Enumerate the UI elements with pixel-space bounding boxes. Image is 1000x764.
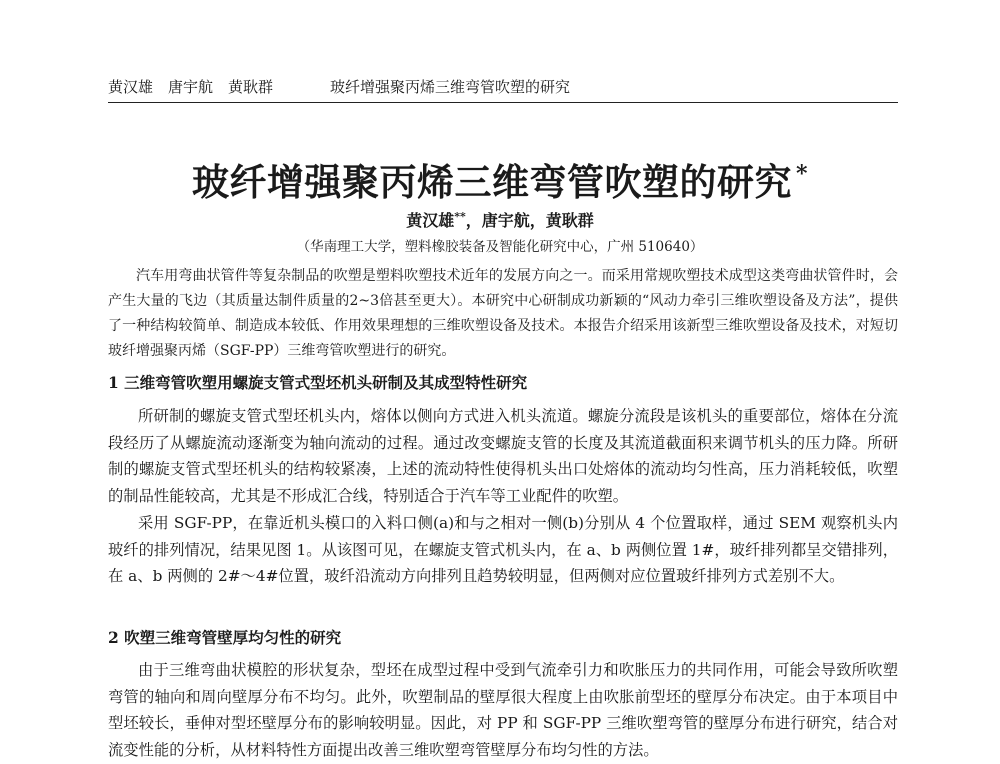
section-1-paragraph-2: 采用 SGF-PP，在靠近机头模口的入料口侧(a)和与之相对一侧(b)分别从 4 个位置取样，通过 SEM 观察机头内玻纤的排列情况，结果见图 1。从该图可见，在螺旋支管式机头内，在 a、b 两侧位置 1#，玻纤排列都呈交错排列，在 a、b 两侧的 2#～4#位置，玻纤沿流动方向排列且趋势较明显，但两侧对应位置玻纤排列方式差别不大。 <box>108 514 898 586</box>
other-authors: ，唐宇航，黄耿群 <box>465 211 594 230</box>
author-byline <box>0 208 1000 231</box>
title-footnote-mark: * <box>795 161 808 187</box>
section-1-paragraph-1: 所研制的螺旋支管式型坯机头内，熔体以侧向方式进入机头流道。螺旋分流段是该机头的重要部位，熔体在分流段经历了从螺旋流动逐渐变为轴向流动的过程。通过改变螺旋支管的长度及其流道截面积来调节机头的压力降。所研制的螺旋支管式型坯机头的结构较紧凑，上述的流动特性使得机头出口处熔体的流动均匀性高，压力消耗较低，吹塑的制品性能较高，尤其是不形成汇合线，特别适合于汽车等工业配件的吹塑。 <box>108 407 898 506</box>
first-author: 黄汉雄 <box>406 211 455 230</box>
section-2-paragraph-1: 由于三维弯曲状模腔的形状复杂，型坯在成型过程中受到气流牵引力和吹胀压力的共同作用，可能会导致所吹塑弯管的轴向和周向壁厚分布不均匀。此外，吹塑制品的壁厚很大程度上由吹胀前型坯的壁厚分布决定。由于本项目中型坯较长，垂伸对型坯壁厚分布的影响较明显。因此，对 PP 和 SGF-PP 三维吹塑弯管的壁厚分布进行研究，结合对流变性能的分析，从材料特性方面提出改善三维吹塑弯管壁厚分布均匀性的方法。 <box>108 661 898 760</box>
running-header-title: 玻纤增强聚丙烯三维弯管吹塑的研究 <box>330 78 571 96</box>
running-header <box>108 76 898 103</box>
paper-title <box>0 152 1000 206</box>
author-footnote-mark: ** <box>454 210 466 223</box>
abstract: 汽车用弯曲状管件等复杂制品的吹塑是塑料吹塑技术近年的发展方向之一。而采用常规吹塑技术成型这类弯曲状管件时，会产生大量的飞边（其质量达制件质量的2~3倍甚至更大）。本研究中心研制成功新颖的“风动力牵引三维吹塑设备及方法”，提供了一种结构较简单、制造成本较低、作用效果理想的三维吹塑设备及技术。本报告介绍采用该新型三维吹塑设备及技术，对短切玻纤增强聚丙烯（SGF-PP）三维弯管吹塑进行的研究。 <box>108 268 898 359</box>
paper-title-text: 玻纤增强聚丙烯三维弯管吹塑的研究 <box>191 160 792 204</box>
section-2-heading: 2 吹塑三维弯管壁厚均匀性的研究 <box>108 628 342 647</box>
affiliation: （华南理工大学，塑料橡胶装备及智能化研究中心，广州 510640） <box>296 239 704 255</box>
running-header-authors: 黄汉雄 唐宇航 黄耿群 <box>108 78 274 96</box>
section-1-heading: 1 三维弯管吹塑用螺旋支管式型坯机头研制及其成型特性研究 <box>108 373 528 392</box>
